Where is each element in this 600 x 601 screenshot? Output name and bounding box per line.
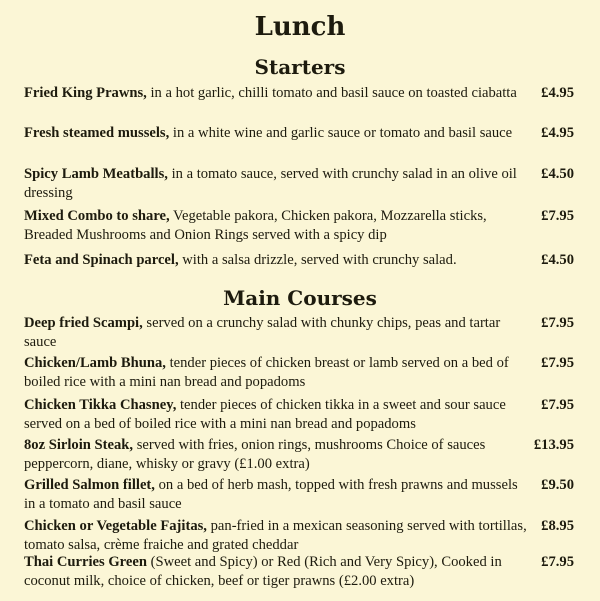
item-name: Feta and Spinach parcel, bbox=[24, 252, 179, 268]
item-price: £8.95 bbox=[541, 518, 574, 534]
item-name: Grilled Salmon fillet, bbox=[24, 477, 155, 493]
item-name: Chicken or Vegetable Fajitas, bbox=[24, 518, 207, 534]
menu-item-fajitas bbox=[24, 517, 584, 555]
item-description: in a tomato sauce, served with crunchy salad in an olive oil dressing bbox=[24, 166, 517, 201]
item-name: Thai Curries Green bbox=[24, 554, 147, 570]
item-description: tender pieces of chicken breast or lamb served on a bed of boiled rice with a mini nan bread and popadoms bbox=[24, 355, 509, 390]
item-description: pan-fried in a mexican seasoning served with tortillas, tomato salsa, crème fraiche and grated cheddar bbox=[24, 518, 527, 553]
item-price: £9.50 bbox=[541, 477, 574, 493]
item-description: in a hot garlic, chilli tomato and basil sauce on toasted ciabatta bbox=[146, 85, 517, 101]
item-name: Deep fried Scampi, bbox=[24, 315, 143, 331]
item-price: £4.50 bbox=[541, 252, 574, 268]
item-description: tender pieces of chicken tikka in a sweet and sour sauce served on a bed of boiled rice with a mini nan bread and popadoms bbox=[24, 397, 506, 432]
item-price: £4.50 bbox=[541, 166, 574, 182]
menu-item-spicy-lamb-meatballs bbox=[24, 165, 584, 203]
item-name: Spicy Lamb Meatballs, bbox=[24, 166, 168, 182]
item-price: £7.95 bbox=[541, 355, 574, 371]
item-name: Chicken/Lamb Bhuna, bbox=[24, 355, 166, 371]
item-price: £7.95 bbox=[541, 397, 574, 413]
item-price: £7.95 bbox=[541, 208, 574, 224]
item-name: Fried King Prawns, bbox=[24, 85, 147, 101]
menu-item-fried-king-prawns bbox=[24, 84, 584, 103]
menu-item-fresh-steamed-mussels bbox=[24, 124, 584, 143]
item-name: Mixed Combo to share, bbox=[24, 208, 170, 224]
menu-item-chicken-tikka-chasney bbox=[24, 396, 584, 434]
main-courses-heading: Main Courses bbox=[223, 286, 377, 310]
item-description: (Sweet and Spicy) or Red (Rich and Very Spicy), Cooked in coconut milk, choice of chicken, beef or tiger prawns (£2.00 extra) bbox=[24, 554, 502, 589]
item-description: served on a crunchy salad with chunky chips, peas and tartar sauce bbox=[24, 315, 501, 350]
menu-item-mixed-combo bbox=[24, 207, 584, 245]
item-price: £4.95 bbox=[541, 125, 574, 141]
item-name: Fresh steamed mussels, bbox=[24, 125, 170, 141]
menu-item-thai-curries bbox=[24, 553, 584, 591]
item-description: Vegetable pakora, Chicken pakora, Mozzarella sticks, Breaded Mushrooms and Onion Rings served with a spicy dip bbox=[24, 208, 487, 243]
item-description: served with fries, onion rings, mushrooms Choice of sauces peppercorn, diane, whisky or gravy (£1.00 extra) bbox=[24, 437, 486, 472]
item-price: £4.95 bbox=[541, 85, 574, 101]
page-title: Lunch bbox=[254, 12, 346, 42]
item-description: in a white wine and garlic sauce or tomato and basil sauce bbox=[169, 125, 513, 141]
item-name: Chicken Tikka Chasney, bbox=[24, 397, 177, 413]
menu-item-feta-spinach-parcel bbox=[24, 251, 584, 270]
item-description: on a bed of herb mash, topped with fresh prawns and mussels in a tomato and basil sauce bbox=[24, 477, 518, 512]
item-price: £13.95 bbox=[533, 437, 574, 453]
item-description: with a salsa drizzle, served with crunchy salad. bbox=[178, 252, 457, 268]
menu-item-chicken-lamb-bhuna bbox=[24, 354, 584, 392]
menu-item-grilled-salmon bbox=[24, 476, 584, 514]
menu-item-deep-fried-scampi bbox=[24, 314, 584, 352]
menu-item-sirloin-steak bbox=[24, 436, 584, 474]
item-price: £7.95 bbox=[541, 554, 574, 570]
item-price: £7.95 bbox=[541, 315, 574, 331]
starters-heading: Starters bbox=[254, 55, 346, 79]
item-name: 8oz Sirloin Steak, bbox=[24, 437, 134, 453]
